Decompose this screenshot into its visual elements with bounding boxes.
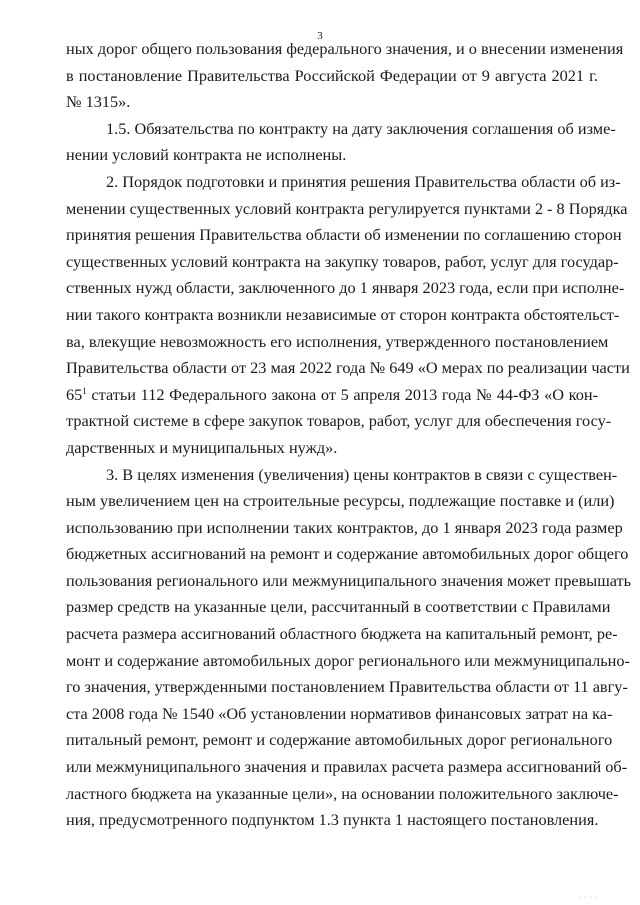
text-line: ния, предусмотренного подпунктом 1.3 пункта 1 настоящего постановления. — [66, 810, 599, 830]
text-line: монт и содержание автомобильных дорог регионального или межмуниципально- — [66, 650, 630, 670]
text-line: Правительства области от 23 мая 2022 года № 649 «О мерах по реализации части — [66, 358, 630, 378]
text-line: нии такого контракта возникли независимые от сторон контракта обстоятельст- — [66, 304, 620, 324]
part-number: 65 — [66, 384, 83, 404]
paragraph-3-line: 3. В целях изменения (увеличения) цены контрактов в связи с существен- — [106, 464, 618, 484]
text-line: трактной системе в сфере закупок товаров, работ, услуг для обеспечения госу- — [66, 411, 612, 431]
text-line: пользования регионального или межмуниципального значения может превышать — [66, 570, 632, 590]
text-line: ственных нужд области, заключенного до 1 января 2023 года, если при исполне- — [66, 278, 625, 298]
text-line: дарственных и муниципальных нужд». — [66, 437, 338, 457]
text-line: расчета размера ассигнований областного бюджета на капитальный ремонт, ре- — [66, 624, 618, 644]
text-line: нении условий контракта не исполнены. — [66, 145, 347, 165]
text-line: го значения, утвержденными постановлением Правительства области от 11 авгу- — [66, 677, 628, 697]
text-line: принятия решения Правительства области об изменении по соглашению сторон — [66, 225, 622, 245]
text-line — [66, 382, 598, 409]
text-line: № 1315». — [66, 92, 131, 112]
text-line: питальный ремонт, ремонт и содержание автомобильных дорог регионального — [66, 730, 613, 750]
text-line: ластного бюджета на указанные цели», на основании положительного заключе- — [66, 783, 619, 803]
text-line: размер средств на указанные цели, рассчитанный в соответствии с Правилами — [66, 597, 611, 617]
text-line: ста 2008 года № 1540 «Об установлении нормативов финансовых затрат на ка- — [66, 703, 613, 723]
part-superscript: 1 — [82, 385, 87, 396]
text-line: бюджетных ассигнований на ремонт и содержание автомобильных дорог общего — [66, 544, 629, 564]
text-line: или межмуниципального значения и правилах расчета размера ассигнований об- — [66, 757, 628, 777]
page-number: 3 — [317, 30, 323, 42]
paragraph-2-line: 2. Порядок подготовки и принятия решения Правительства области об из- — [106, 171, 621, 191]
text-line: в постановление Правительства Российской Федерации от 9 августа 2021 г. — [66, 65, 598, 85]
text-line-rest: статьи 112 Федерального закона от 5 апреля 2013 года № 44-ФЗ «О кон- — [86, 384, 598, 404]
text-line: существенных условий контракта на закупку товаров, работ, услуг для государ- — [66, 251, 619, 271]
paragraph-1-5-line: 1.5. Обязательства по контракту на дату заключения соглашения об изме- — [106, 118, 616, 138]
text-line: ных дорог общего пользования федерального значения, и о внесении изменения — [66, 39, 624, 58]
text-line: использованию при исполнении таких контрактов, до 1 января 2023 года размер — [66, 517, 623, 537]
text-line: менении существенных условий контракта регулируется пунктами 2 - 8 Порядка — [66, 198, 628, 218]
document-body — [66, 36, 632, 834]
scan-mark: · · · · — [578, 895, 598, 901]
text-line: ным увеличением цен на строительные ресурсы, подлежащие поставке и (или) — [66, 491, 615, 511]
text-line: ва, влекущие невозможность его исполнения, утвержденного постановлением — [66, 331, 609, 351]
